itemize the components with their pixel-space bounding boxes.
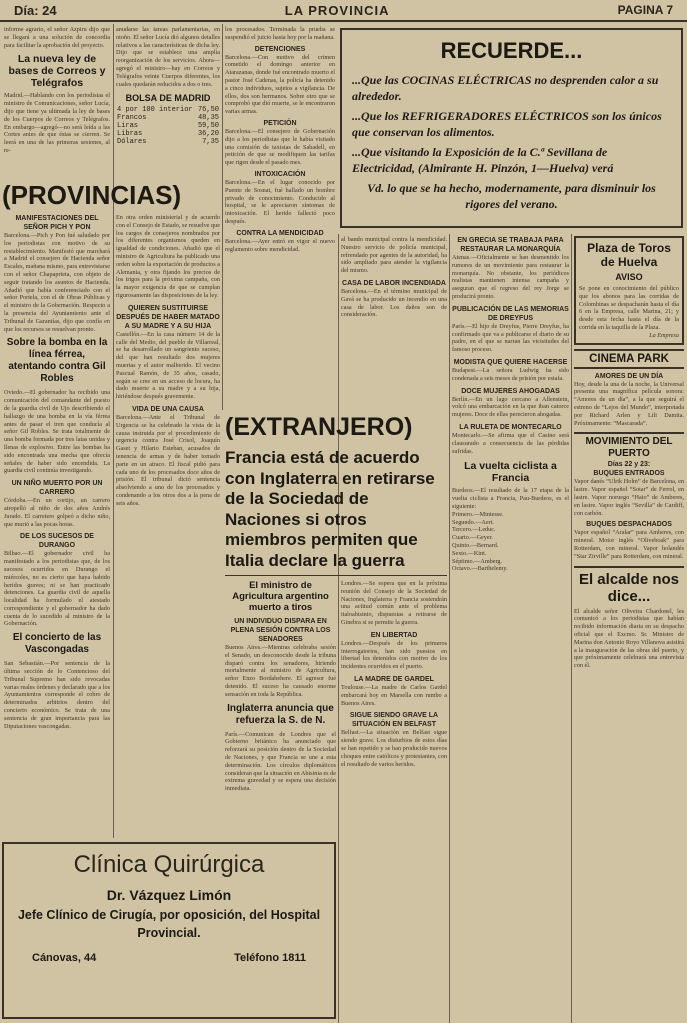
rate-label: Francos: [117, 114, 147, 123]
column-3-top: [225, 26, 335, 408]
clinica-doctor: Dr. Vázquez Limón: [106, 887, 232, 903]
rate-row: [116, 122, 220, 130]
rate-value: 36,20: [197, 130, 219, 139]
article-text: San Sebastián.—Por sentencia de la última sección de lo Contencioso del Tribunal Supremo han sido revocadas varias reales órdenes y declarado que a los Ayuntamientos corresponde el cobro de determinados arbitrios dentro del concierto económico. Se trata de una sentencia de gran importancia para las Diputaciones vascongadas.: [4, 660, 110, 730]
article-text: Oviedo.—El gobernador ha recibido una comunicación del comandante del puesto de la guardia civil de Ujo describiendo el hallazgo de una bomba en la vía férrea antes de pasar el tren que conducía al señor Gil Robles. Se trata totalmente de una bomba formada por tres latas unidas y llenas de explosivo. Entre las bombas ha sido encontrada una mecha que ofrecía señales de haber sido encendida. La guardia civil continúa investigando.: [4, 389, 110, 475]
subhead-memorias: PUBLICACIÓN DE LAS MEMORIAS DE DREYFUS: [452, 305, 569, 322]
section-extranjero: (EXTRANJERO): [225, 413, 413, 441]
recuerde-lines: [352, 72, 671, 212]
rate-row: [116, 138, 220, 146]
provincias-banner: [2, 178, 222, 212]
column-2-top: [116, 26, 220, 176]
toros-box: [574, 236, 684, 345]
subhead-belfast: SIGUE SIENDO GRAVE LA SITUACIÓN EN BELFAST: [349, 712, 439, 729]
article-text: Barcelona.—En el lugar conocido por Puente de Sosnat, fué hallado un hombre privado de conocimiento. Conducido al hospital, se le apreciaron síntomas de intoxicación. El herido falleció poco después.: [225, 178, 335, 225]
article-text: Londres.—Después de los primeros interrogatorios, han sido puestos en libertad los detenidos con motivo de los incidentes ocurridos en el puerto.: [341, 639, 447, 671]
subhead-mendicidad: CONTRA LA MENDICIDAD: [236, 229, 324, 237]
rate-row: [116, 114, 220, 122]
ranking-list: [452, 511, 569, 573]
recuerde-line: ...Que visitando la Exposición de la C.ª Sevillana de Electricidad, (Almirante H. Pinzón, 1—Huelva) verá: [352, 145, 614, 175]
rate-label: Dólares: [117, 138, 147, 147]
headline-bomba: Sobre la bomba en la línea férrea, atentando contra Gil Robles: [6, 337, 108, 385]
recuerde-line: Vd. lo que se ha hecho, modernamente, para disminuir los rigores del verano.: [367, 181, 656, 211]
article-text: informe agrario, el señor Azpiru dijo que se llegará a una solución de concordia para facilitar la aprobación del proyecto.: [4, 26, 110, 49]
subhead-libertad: EN LIBERTAD: [370, 631, 418, 639]
recuerde-line: ...Que los REFRIGERADORES ELÉCTRICOS son los únicos que conservan los alimentos.: [352, 109, 662, 139]
article-text: Bilbao.—El gobernador civil ha manifestado a los periodistas que, de los sucesos ocurridos en Durango el miércoles, no es cierto que haya habido heridos graves; ni se han practicado detenciones. La guardia civil de aquella localidad ha formulado el atestado correspondiente y el gobernador ha dado cuenta de lo sucedido al ministro de la Gobernación.: [4, 550, 110, 628]
subhead-peticion: PETICIÓN: [263, 119, 297, 127]
article-text: Barcelona.—Con motivo del crimen cometido el domingo anterior en Atarazanas, donde fué encontrado muerto el pastor José Cadenas, la policía ha detenido a cinco individuos, sujetos a vigilancia. De ellos, dos son hermanos. Sobre otro que se comprobó que dió muerte, se le encontraron varias armas.: [225, 53, 335, 116]
recuerde-title: RECUERDE...: [440, 38, 583, 63]
clinica-address: Cánovas, 44: [32, 952, 97, 964]
column-1-lower: [4, 214, 110, 838]
subhead-incendiada: CASA DE LABOR INCENDIADA: [342, 279, 446, 287]
article-text: El alcalde señor Oliveira Chardonel, les comunicó a los periodistas que habían recibido información diaria en su despacho oficial que el Excmo. Sr. Ministro de Marina don Antonio Royo Villanova asistirá a la inauguración de las obras del puerto, y que próximamente celebrará una entrevista con él.: [574, 607, 684, 670]
ranking-item: Sexto.—Kint.: [452, 549, 487, 557]
article-text: Barcelona.—El consejero de Gobernación dijo a los periodistas que le había visitado una comisión de taxistas de Sabadell, en petición de que se modifiquen las tarifas que rigen desde el pasado mes.: [225, 127, 335, 167]
headline-refuerza: Inglaterra anuncia que refuerza la S. de N.: [227, 702, 334, 726]
clinica-title: Clínica Quirúrgica: [73, 851, 265, 878]
column-2: [116, 214, 220, 838]
column-rule: [571, 234, 572, 1023]
rate-value: 59,50: [197, 122, 219, 131]
subhead-salidos: BUQUES DESPACHADOS: [586, 521, 672, 529]
subhead-diputado: UN INDIVIDUO DISPARA EN PLENA SESIÓN CONTRA LOS SENADORES: [230, 618, 331, 643]
rate-value: 48,35: [197, 114, 219, 123]
subhead-quieren: QUIEREN SUSTITUIRSE DESPUÉS DE HABER MATADO A SU MADRE Y A SU HIJA: [116, 304, 220, 330]
ranking-item: Séptimo.—Amberg.: [452, 557, 503, 565]
headline-bases: La nueva ley de bases de Correos y Telégrafos: [8, 53, 106, 90]
subhead-madre: LA MADRE DE GARDEL: [354, 675, 434, 683]
clinica-contact: [12, 952, 326, 964]
article-text: Hoy, desde la una de la noche, la Universal presenta una magnífica película sonora: “Amores de un día”, a la que seguirá el estreno de “Lejos del Mundo”, interpretada por Richard Arlen y Lili Damita. Próximamente: “Mascarada”.: [574, 380, 684, 427]
rate-row: [116, 106, 220, 114]
column-rule: [222, 24, 223, 410]
masthead: [0, 0, 687, 22]
toros-title: Plaza de Toros de Huelva: [587, 241, 671, 269]
column-4-top: [341, 236, 447, 408]
article-text: Londres.—Se espera que en la próxima reunión del Consejo de la Sociedad de Naciones, Inglaterra y Francia sostendrán una actitud común ante el problema italoabisinio, dispuestas a retirarse de Ginebra si se permite la guerra.: [341, 580, 447, 626]
clinica-phone: Teléfono 1811: [234, 952, 306, 964]
article-text: Barcelona.—Ayer entró en vigor el nuevo reglamento sobre mendicidad.: [225, 237, 335, 253]
column-rule: [113, 24, 114, 838]
column-rule: [338, 234, 339, 1023]
paper-title: LA PROVINCIA: [284, 2, 390, 18]
article-text: Buenos Aires.—Mientras celebraba sesión el Senado, un desconocido desde la tribuna disparó contra los senadores, hiriendo mortalmente al ministro de Agricultura, señor Enzo Bordabehere. El agresor fué detenido. El suceso ha causado enorme sensación en toda la República.: [225, 644, 336, 698]
extranjero-banner: [225, 410, 447, 446]
ranking-item: Tercero.—Leduc.: [452, 526, 496, 534]
article-text: Budapest.—La señora Ludwig ha sido condenada a seis meses de prisión por estafa.: [452, 366, 569, 382]
clinica-subtitle: Jefe Clínico de Cirugía, por oposición, del Hospital Provincial.: [17, 908, 321, 940]
headline-vuelta: La vuelta ciclista a Francia: [464, 460, 557, 485]
empresa-sign: La Empresa: [649, 331, 679, 339]
subhead-amores: AMORES DE UN DÍA: [594, 372, 664, 380]
subhead-nino: UN NIÑO MUERTO POR UN CARRERO: [11, 480, 103, 497]
puerto-date: Días 22 y 23:: [607, 461, 651, 469]
article-text: Se pone en conocimiento del público que los abonos para las corridas de Colombinas se despacharán hasta el día 6 en la Empresa, calle Marina, 21; y desde esta fecha hasta el día de la corrida en la taquilla de la Plaza.: [579, 285, 679, 331]
subhead-sucesos: DE LOS SUCESOS DE DURANGO: [20, 533, 94, 550]
article-text: Barcelona.—En el término municipal de Gavá se ha producido un incendio en una casa de labor. Los daños son de consideración.: [341, 287, 447, 319]
cinema-title: CINEMA PARK: [574, 349, 684, 369]
section-provincias: (PROVINCIAS): [2, 180, 182, 210]
article-text: los procesados. Terminada la prueba se suspendió el juicio hasta hoy por la mañana.: [225, 26, 335, 41]
headline-ministro: El ministro de Agricultura argentino muerto a tiros: [232, 580, 329, 613]
article-text: Córdoba.—En un cortijo, un carrero atropelló al niño de dos años Andrés Jurado. El carretero golpeó a dicho niño, que murió a las pocas horas.: [4, 497, 110, 528]
aviso-title: AVISO: [615, 272, 643, 282]
clinica-ad: [2, 842, 336, 1019]
subhead-detenciones: DETENCIONES: [254, 45, 306, 53]
ranking-item: Primero.—Mintesse.: [452, 510, 504, 518]
rate-value: 76,50: [197, 106, 219, 115]
ranking-item: Segundo.—Aert.: [452, 518, 494, 526]
article-text: Madrid.—Hablando con los periodistas el ministro de Comunicaciones, señor Lucía, dijo que tiene ya ultimada la ley de bases de los Cuerpos de Correos y Telégrafos. En embargo—agregó—no será leída a las Cortes antes de que éstas se cierren. Se leerá en una de las primeras sesiones, al re-: [4, 92, 110, 154]
rate-label: Liras: [117, 122, 139, 131]
article-text: Atenas.—Oficialmente se han desmentido los rumores de un movimiento para restaurar la monarquía. No obstante, los periódicos realistas mantienen intensa campaña y aseguran que el regreso del rey Jorge se producirá pronto.: [452, 254, 569, 300]
article-text: En otra orden ministerial y de acuerdo con el Consejo de Estado, se resuelve que los cargos de consejeros nombrados por los diferentes organismos queden en igualdad de condiciones. Añadió que el ministro de Agricultura ha publicado una orden sobre la exportación de productos a Alemania, y otra fijando los precios de los trigos para la próxima campaña, con la mayor exigencia de que se cumplan rigurosamente las disposiciones de la ley.: [116, 214, 220, 299]
headline-francia-box: [225, 448, 447, 572]
headline-alcalde: El alcalde nos dice...: [574, 566, 684, 605]
column-4-lower: [341, 580, 447, 1020]
ranking-item: Octavo.—Barthelemy.: [452, 565, 508, 573]
article-text: Burdeos.—El resultado de la 17 etapa de la vuelta ciclista a Francia, Pau-Burdeos, es el siguiente:: [452, 487, 569, 510]
article-text: París.—El hijo de Dreyfus, Pierre Dreyfus, ha confirmado que va a publicarse el diario de su padre, en el que se narran las vicisitudes del famoso proceso.: [452, 322, 569, 354]
recuerde-line: ...Que las COCINAS ELÉCTRICAS no desprenden calor a su alrededor.: [352, 73, 659, 103]
article-text: anudarse las tareas parlamentarias, en otoño. El señor Lucía dió algunos detalles relativos a las características de dicha ley. Dijo que se establece una amplia reorganización de los servicios. Ahora—agregó el ministro—hay en Correos y Telégrafos veinte Cuerpos diferentes, los cuales quedarán reducidos a dos o tres.: [116, 26, 220, 88]
column-rule: [449, 234, 450, 1023]
rates-table: [116, 106, 220, 146]
headline-francia: Francia está de acuerdo con Inglaterra en retirarse de la Sociedad de Naciones si otros miembros permiten que Italia declare la guerra: [225, 448, 435, 570]
bolsa-title: BOLSA DE MADRID: [125, 93, 211, 104]
recuerde-ad: [340, 28, 683, 228]
subhead-entrados: BUQUES ENTRADOS: [593, 470, 665, 478]
subhead-grecia: EN GRECIA SE TRABAJA PARA RESTAURAR LA MONARQUÍA: [457, 237, 564, 253]
article-text: Belfast.—La situación en Belfast sigue siendo grave. Los disturbios de estos días se han repetido y se han producido nuevos choques entre católicos y protestantes, con el resultado de varios heridos.: [341, 729, 447, 768]
ranking-item: Cuarto.—Geyer.: [452, 534, 493, 542]
article-text: Montecarlo.—Se afirma que el Casino será clausurado a consecuencia de las pérdidas sufridas.: [452, 431, 569, 455]
article-text: Berlín.—En un lago cercano a Allenstein, volcó una embarcación en la que iban catorce mujeres. Doce de ellas perecieron ahogadas.: [452, 395, 569, 419]
article-text: al bando municipal contra la mendicidad. Nuestro servicio de policía municipal, refrendado por agentes de la autoridad, ha sido ampliado para atender la vigilancia del mismo.: [341, 236, 447, 275]
puerto-title: MOVIMIENTO DEL PUERTO: [574, 432, 684, 460]
rate-label: 4 por 100 interior: [117, 106, 193, 115]
subhead-ruleta: LA RULETA DE MONTECARLO: [459, 423, 562, 431]
column-5: [452, 236, 569, 1020]
article-text: Barcelona.—Pich y Pon fué saludado por los periodistas con motivo de su restablecimiento. Manifestó que marchará a Madrid el consejero de Hacienda señor Escales, mañana mismo, para entrevistarse con el señor Chapaprieta, con objeto de seguir tratando los asuntos de Hacienda. Añadió que había conferenciado con el señor Portela, con el de Obras Públicas y el ministro de la Gobernación. Respecto a la presencia del Ayuntamiento ante el Tribunal de Garantías, dijo que confía en que los recursos se resuelvan pronto.: [4, 232, 110, 333]
subhead-modista: MODISTA QUE QUIERE HACERSE: [453, 358, 568, 366]
article-text: Vapor español “Aralar” para Amberes, con mineral. Motor inglés “Oliveboak” para Rotterdam, con mineral. Vapor holandés “Star Zirville” para Rotterdam, con mineral.: [574, 529, 684, 560]
subhead-vida: VIDA DE UNA CAUSA: [132, 405, 204, 413]
article-text: Castellón.—En la casa número 14 de la calle del Medio, del pueblo de Villarreal, se ha desarrollado un sangriento suceso, del que han resultado dos mujeres muertas y el autor malherido. El vecino Pascual Ramón, de 35 años, casado, según se cree en un acceso de locura, ha dado muerte a su madre y a su hija, hiriéndose después gravemente.: [116, 330, 220, 401]
divider: [225, 575, 447, 576]
subhead-intox: INTOXICACIÓN: [254, 170, 306, 178]
subhead-manif: MANIFESTACIONES DEL SEÑOR PICH Y PON: [15, 215, 99, 231]
rate-label: Libras: [117, 130, 143, 139]
page-day: Día: 24: [14, 2, 57, 18]
rate-row: [116, 130, 220, 138]
ranking-item: Quinto.—Bernard.: [452, 541, 499, 549]
article-text: Vapor danés “Ulrik Holm” de Barcelona, en lastre. Vapor español “Sotar” de Ferrol, en lastre. Vapor noruego “Haio” de Amberes, en lastre. Vapor inglés “Sevilla” de Cardiff, con carbón.: [574, 478, 684, 517]
rate-value: 7,35: [202, 138, 219, 147]
headline-concierto: El concierto de las Vascongadas: [12, 632, 102, 656]
subhead-ahogados: DOCE MUJERES AHOGADAS: [461, 387, 560, 395]
column-6: [574, 236, 684, 1020]
article-text: París.—Comunican de Londres que el Gobierno británico ha anunciado que reforzará su posición dentro de la Sociedad de Naciones, y que Francia se une a esta determinación. Los círculos diplomáticos consideran que la situación en Abisinia es de extrema gravedad y se espera una decisión inmediata.: [225, 730, 336, 793]
article-text: Barcelona.—Ante el Tribunal de Urgencia se ha celebrado la vista de la causa instruida por el procedimiento de urgencia contra José Crisol, Joaquín Gaset y Hilario Esteban, acusados de tenencia de armas y de haber tomado parte en un atraco. El fiscal pidió para cada uno de los procesados doce años de prisión. El tribunal dictó sentencia absolviendo a uno de los procesados y condenando a los otros dos a la pena de seis años.: [116, 413, 220, 507]
article-text: Toulouse.—La madre de Carlos Gardel embarcará hoy en Marsella con rumbo a Buenos Aires.: [341, 683, 447, 707]
page-number: PAGINA 7: [617, 3, 673, 17]
